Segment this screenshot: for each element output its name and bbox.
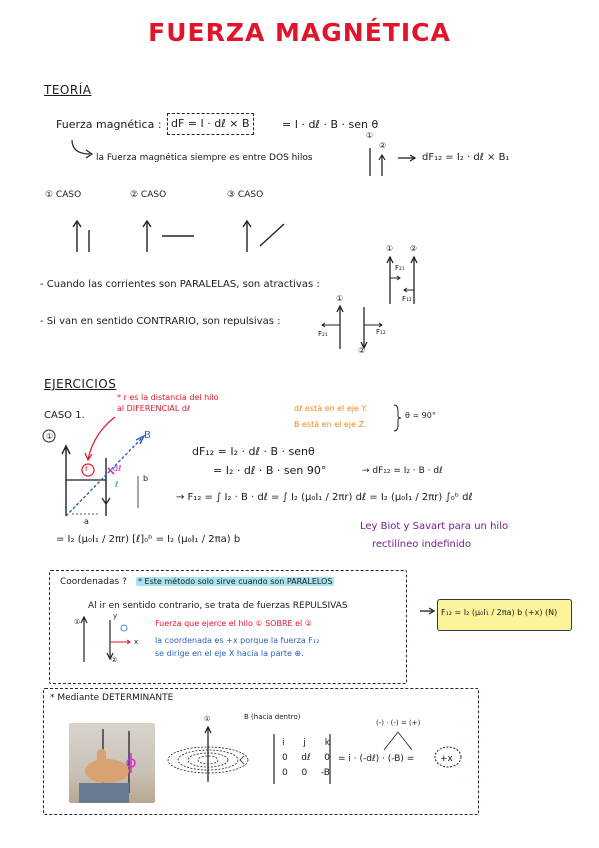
brace-icon [392, 404, 402, 432]
matrix-r2c1: 0 [282, 753, 288, 763]
par-2-label: ② [410, 244, 418, 253]
fuerza-label: Fuerza magnética : [56, 118, 162, 131]
caso1-label: CASO 1. [44, 410, 85, 421]
eq4: → F₁₂ = ∫ I₂ · B · dℓ = ∫ I₂ (μ₀I₁ / 2πr) dℓ = I₂ (μ₀I₁ / 2πr) ∫₀ᵇ dℓ [176, 492, 473, 503]
theta-90: θ = 90° [405, 411, 436, 420]
contrario-text: - Si van en sentido CONTRARIO, son repulsivas : [40, 316, 281, 327]
caso-3-label: ③ CASO [227, 190, 264, 200]
caso-1-label: ① CASO [45, 190, 82, 200]
matrix-r3c1: 0 [282, 768, 288, 778]
coordenadas-nota-highlight: * Este método solo sirve cuando son PARALELOS [138, 577, 333, 586]
coordenadas-contrario: Al ir en sentido contrario, se trata de fuerzas REPULSIVAS [88, 601, 348, 611]
matrix-row-1 [282, 738, 330, 748]
coord-fuerza-red: Fuerza que ejerce el hilo ① SOBRE el ② [155, 619, 312, 628]
rep-f12-label: F₁₂ [376, 328, 386, 336]
page-title: FUERZA MAGNÉTICA [148, 18, 451, 47]
two-wires-icon [367, 146, 387, 178]
entre-hilos-text: la Fuerza magnética siempre es entre DOS hilos [96, 153, 313, 163]
biot-text-2: rectilíneo indefinido [372, 539, 472, 550]
matrix-row-2 [282, 753, 330, 763]
dl-eje-text: dℓ está en el eje Y. [294, 404, 368, 413]
fig-r-label: r [85, 464, 89, 473]
det-n1: ① [204, 715, 211, 723]
par-f21-label: F₂₁ [395, 264, 405, 272]
coordenadas-label: Coordenadas ? [60, 577, 127, 587]
contrario-diagram-icon [318, 305, 398, 351]
result-formula: F₁₂ = I₂ (μ₀I₁ / 2πa) b (+x) (N) [441, 608, 558, 617]
caso-2-label: ② CASO [130, 190, 167, 200]
coord-axis-x: x [134, 638, 139, 646]
coordenadas-nota [136, 577, 334, 586]
determinante-label: * Mediante DETERMINANTE [50, 693, 174, 703]
hand-rule-photo [69, 723, 155, 803]
par-1-label: ① [386, 244, 394, 253]
caso-1-wires-icon [70, 218, 100, 254]
matrix-k: k [324, 738, 330, 748]
formula-vector: dF = I · dℓ × B [167, 113, 254, 135]
eq2: = I₂ · dℓ · B · sen 90° [213, 464, 327, 477]
b-eje-text: B está en el eje Z. [294, 420, 367, 429]
matrix-r3c2: 0 [301, 768, 308, 778]
matrix-row-3 [282, 768, 330, 778]
par-f12-label: F₁₂ [402, 295, 412, 303]
coordenadas-diagram [72, 614, 142, 670]
ejercicios-heading: EJERCICIOS [44, 377, 117, 391]
caso1-figure [42, 428, 172, 528]
wire2-label: ② [379, 141, 387, 150]
caso-2-wires-icon [140, 218, 200, 254]
fig-b-label: B [144, 430, 151, 441]
formula-scalar: = I · dℓ · B · sen θ [282, 118, 379, 131]
fig-dl-label: dℓ [113, 464, 122, 473]
rep-f21-label: F₂₁ [318, 330, 328, 338]
field-lines-diagram [178, 726, 264, 784]
hand-rule-illustration [69, 723, 155, 803]
det-final: +x [440, 754, 453, 764]
biot-text: Ley Biot y Savart para un hilo [360, 521, 509, 532]
wire1-label: ① [366, 131, 374, 140]
fig-l-label: ℓ [115, 480, 119, 489]
paralelas-text: - Cuando las corrientes son PARALELAS, son atractivas : [40, 279, 320, 290]
matrix-j: j [303, 738, 306, 748]
coord-n1: ① [74, 618, 81, 626]
fig-bb-label: b [143, 474, 149, 483]
arrow-right-icon [398, 154, 418, 162]
matrix-i: i [282, 738, 285, 748]
coord-blue-2: se dirige en el eje X hacia la parte ⊕. [155, 649, 304, 658]
fig-1-label: ① [46, 432, 54, 441]
det-signs: (-) · (-) = (+) [376, 719, 421, 727]
coord-blue-1: la coordenada es +x porque la fuerza F₁₂ [155, 636, 320, 645]
det-b-dentro: B (hacia dentro) [244, 713, 301, 721]
df12-formula: dF₁₂ = I₂ · dℓ × B₁ [422, 152, 510, 163]
det-sign-lines [380, 728, 430, 752]
rep-2-label: ② [358, 346, 366, 355]
coord-n2: ② [111, 656, 118, 664]
result-arrow-icon [420, 606, 436, 616]
matrix-r2c2: dℓ [301, 753, 311, 763]
teoria-heading: TEORÍA [44, 83, 92, 97]
coord-axis-y: y [113, 612, 118, 620]
eq1: dF₁₂ = I₂ · dℓ · B · senθ [192, 445, 315, 458]
matrix-r3c3: -B [320, 768, 330, 778]
eq5: = I₂ (μ₀I₁ / 2πr) [ℓ]₀ᵇ = I₂ (μ₀I₁ / 2πa) b [56, 534, 241, 545]
eq3: → dF₁₂ = I₂ · B · dℓ [362, 466, 443, 476]
det-result: = i · (-dℓ) · (-B) = [338, 754, 415, 764]
rep-1-label: ① [336, 294, 344, 303]
matrix-r2c3: 0 [324, 753, 330, 763]
fig-a-label: a [84, 517, 89, 526]
caso-3-wires-icon [240, 218, 290, 254]
nota-r: * r es la distancia del hilo al DIFERENCIAL dℓ [117, 393, 219, 413]
